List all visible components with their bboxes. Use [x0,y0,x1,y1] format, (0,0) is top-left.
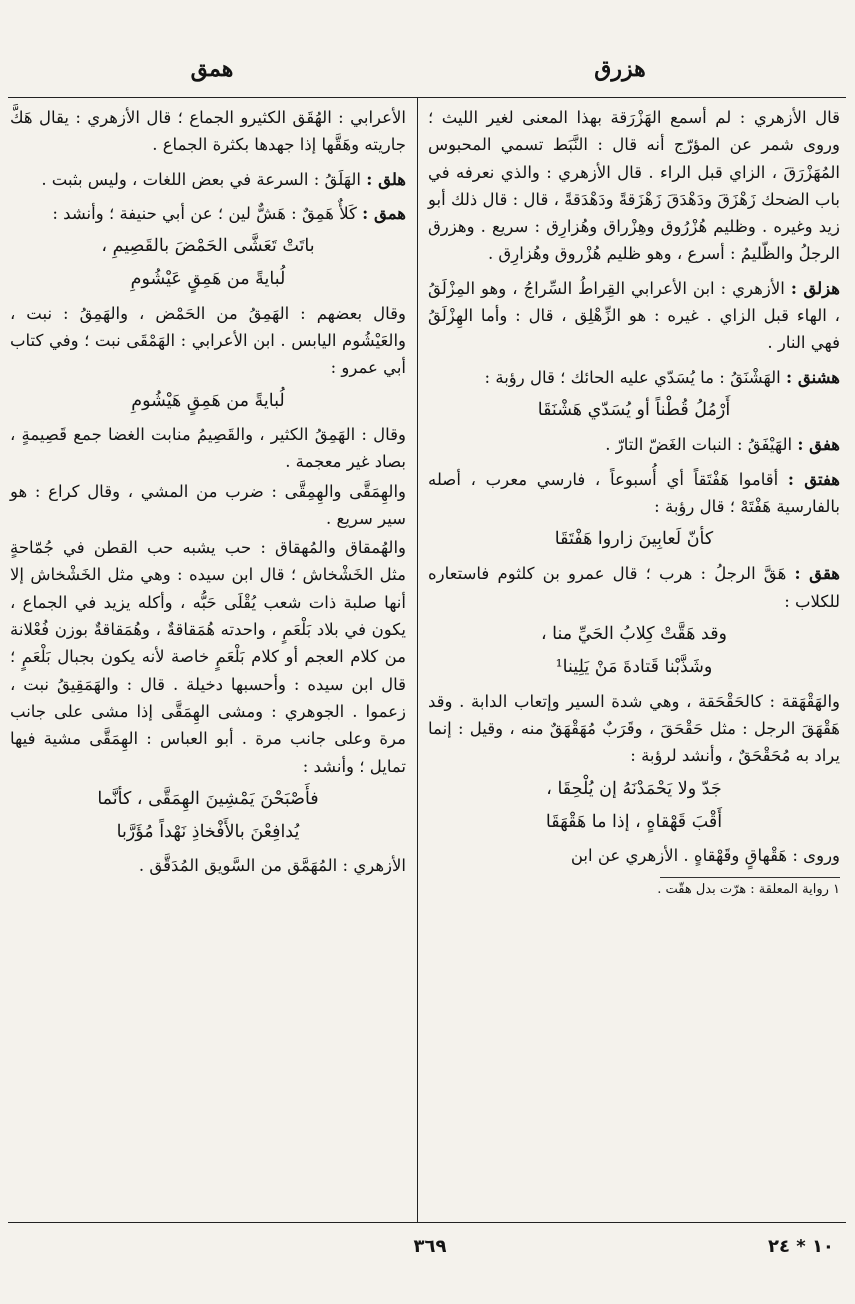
verse-hashnaq: أَرْمُلُ قُطْناً أو يُسَدّي هَشْنَقَا [537,399,731,420]
running-headword-right: هزرق [594,56,646,82]
footnote: ١ رواية المعلقة : هرّت بدل هقّت . [657,882,840,898]
entry-haqq [428,560,840,615]
entry-text-hayfaq: الهَيْفَقُ : النبات الغَضّ التارّ . [605,435,793,455]
paragraph-qasim: وقال : الهَمِقُ الكثير ، والقَصِيمُ منابت الغضا جمع قَصِيمةٍ ، بصاد غير معجمة . [10,424,406,472]
entry-hamq [10,200,406,227]
entry-word-halaq: هلق : [366,169,406,189]
column-divider [417,98,418,1222]
verse-hamq-line-2: لُبايةً من هَمِقٍ عَيْشُومِ [130,269,286,290]
entry-word-haqq: هقق : [794,564,840,584]
entry-hayfaq [428,431,840,458]
entry-text-halaq: الهَلَقُ : السرعة في بعض اللغات ، وليس بثبت . [41,169,361,189]
header-rule [8,97,846,98]
paragraph-himaqqa: والهِمَقَّى والهِمِقَّى : ضرب من المشي ، وقال كراع : هو سير سريع . [10,481,406,528]
verse-haqq-line-1: وقد هَقَّتْ كِلابُ الحَيِّ منا ، [540,624,728,645]
paragraph-hazraq: قال الأزهري : لم أسمع الهَزْرَقة بهذا المعنى لغير الليث ؛ وروى شمر عن المؤرّج أنه قال : النَّبَط تسمي المحبوس المُهَزْرَقَ ، الزاي قبل الراء . قال الأزهري : والذي نعرفه في باب الضحك زَهْزَقَ ودَهْدَقَ زَهْزَقةً ودَهْدَقةً ، قال : قال ذلك أبو زيد وغيره . وظليم هُزْرُوق وهِزْراق وهُزارِق : سريع . وهزرق الرجلُ والظّليمُ : أسرع ، وهو ظليم هُزْروق وهُزارِق . [428,108,840,264]
entry-haftaq [428,466,840,521]
entry-hazlaq [428,275,840,357]
verse-haftaq: كأنّ لَعابِينَ زاروا هَفْتَقَا [554,529,714,550]
verse-final-line-1: فأَصْبَحْنَ يَمْشِينَ الهِمَقَّى ، كأنَّما [97,788,319,809]
running-headword-left: همق [190,56,234,82]
entry-word-hamq: همق : [362,203,406,223]
entry-text-haqq: هَقَّ الرجلُ : هرب ؛ قال عمرو بن كلثوم فاستعاره للكلاب : [428,564,840,611]
paragraph-azhari-sawiq: الأزهري : المُهَمَّق من السَّويق المُدَقَّق . [138,856,406,876]
entry-text-haftaq: أقاموا هَفْتَقاً أي أُسبوعاً ، فارسي معرب ، أصله بالفارسية هَفْتَهْ ؛ قال رؤبة : [428,469,840,516]
verse-hamq-line-1: باتَتْ تَعَشَّى الحَمْضَ بالقَصِيمِ ، [101,236,315,257]
signature-mark: ١٠ * ٢٤ [768,1236,834,1257]
verse-haqq-line-2: وشَذَّبْنا قَتادةَ مَنْ يَلِينا¹ [555,657,713,678]
verse-haqhaqa-line-2: أَقْبَ قَهْقاهٍ ، إذا ما هَقْهَقَا [545,811,723,832]
entry-text-hamq: كَلأٌ هَمِقٌ : هَشٌّ لين ؛ عن أبي حنيفة ؛ وأنشد : [52,203,357,223]
verse-abu-amr: لُبايةً من هَمِقٍ هَيْشُومِ [131,390,285,411]
paragraph-hamiq: وقال بعضهم : الهَمِقُ من الحَمْض ، والهَمِقُ : نبت ، والعَيْشُوم اليابس . ابن الأعرابي : الهَمْقَى نبت ؛ وفي كتاب أبي عمرو : [10,303,406,378]
paragraph-haqhaqa: والهَقْهَقة : كالحَقْحَقة ، وهي شدة السير وإتعاب الدابة . وقد هَقْهَقَ الرجل : مثل حَقْحَقَ ، وقَرَبٌ مُهَقْهَقٌ منه ، وقيل : إنما يراد به مُحَقْحَقٌ ، وأنشد لرؤبة : [428,691,840,766]
right-column [428,104,840,902]
paragraph-humaqaq: والهُمقاق والمُهقاق : حب يشبه حب القطن في جُمّاحةٍ مثل الخَشْخاش ؛ قال ابن سيده : وهي مثل الخَشْخاش إلا أنها صلبة ذات شعب يُقْلَى حَبُّه ، وأكله يزيد في الجماع ، يكون في بلاد بَلْعَمٍ ، واحدته هُمَقاقةٌ ، وهُمَقاقةٌ بوزن فُعْلانة من كلام العجم أو كلام بَلْعَمٍ خاصة لأنه يكون بجبال بَلْعَمٍ ؛ قال ابن سيده : وأحسبها دخيلة . قال : والهَمَقِيقُ نبت ، زعموا . الجوهري : ومشى الهِمَقَّى إذا مشى على جانب مرة وعلى جانب مرة . أبو العباس : الهِمَقَّى مشية فيها تمايل ؛ وأنشد : [10,538,406,776]
verse-final-line-2: يُدافِعْنَ بالأَفْخاذِ نَهْداً مُؤَرَّبا [116,822,300,843]
paragraph-continuation: الأعرابي : الهُقَق الكثيرو الجماع ؛ قال الأزهري : يقال هَكَّ جاريته وهَقَّها إذا جهدها بكثرة الجماع . [10,108,406,155]
entry-text-hazlaq: الأزهري : ابن الأعرابي القِراطُ السِّراجُ ، وهو المِزْلَقُ ، الهاء قبل الزاي . غيره : هو الزِّهْلِق ، قال : وأما الهِزْلَقُ فهي النار . [428,278,840,353]
entry-hashnaq [428,364,840,391]
verse-haqhaqa-line-1: جَدّ ولا يَحْمَدْنَهُ إن يُلْحِقَا ، [546,778,722,799]
entry-halaq [10,166,406,193]
entry-word-hashnaq: هشنق : [786,367,840,387]
entry-word-hazlaq: هزلق : [790,278,840,298]
page-number: ٣٦٩ [413,1236,447,1257]
left-column [10,104,406,882]
footnote-rule [660,877,840,878]
entry-word-haftaq: هفتق : [787,469,840,489]
paragraph-last-line: وروى : هَقْهاقٍ وقَهْقاهٍ . الأزهري عن ابن [570,846,840,866]
footer-rule [8,1222,846,1223]
entry-word-hayfaq: هفق : [797,435,840,455]
entry-text-hashnaq: الهَشْنَقُ : ما يُسَدّي عليه الحائك ؛ قال رؤبة : [484,367,781,387]
